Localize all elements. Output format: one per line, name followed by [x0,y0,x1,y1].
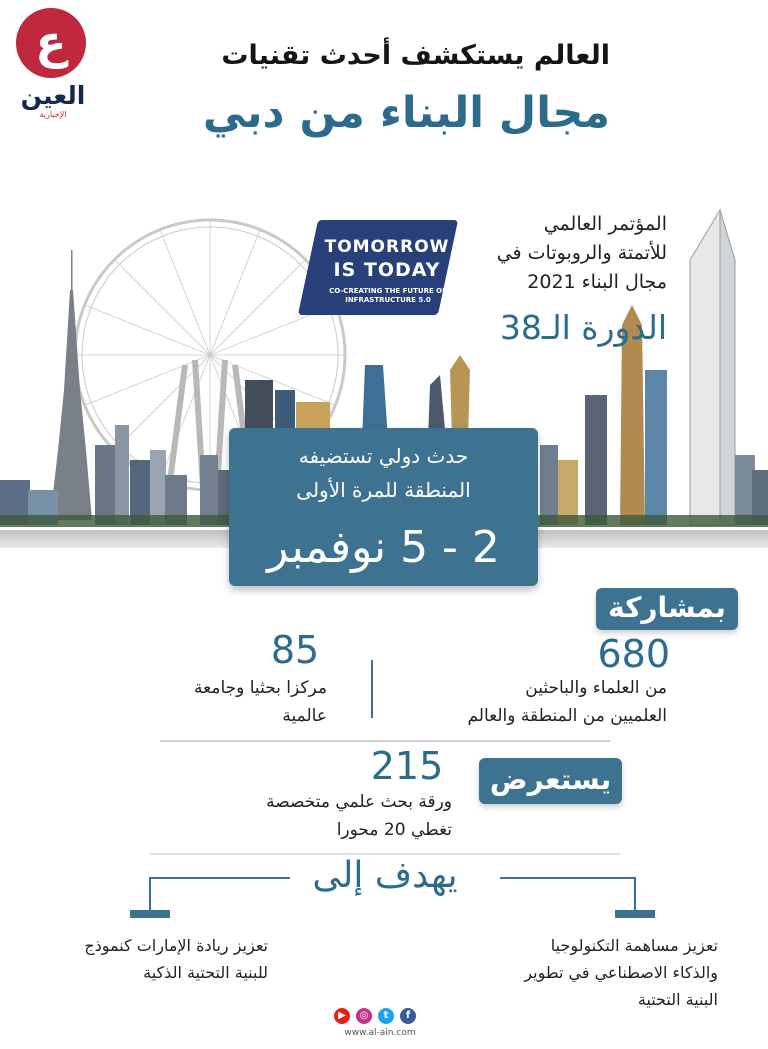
stat-papers-line1: ورقة بحث علمي متخصصة [266,792,452,812]
site-url[interactable]: www.al-ain.com [344,1028,416,1038]
facebook-icon[interactable]: f [400,1008,416,1024]
social-links [334,1008,424,1026]
goal-technology-line1: تعزيز مساهمة التكنولوجيا [550,936,718,955]
event-box [229,428,538,586]
conference-line1: المؤتمر العالمي [543,213,667,235]
brand-logo[interactable] [10,8,96,118]
goal-technology-line2: والذكاء الاصطناعي في تطوير [524,963,718,982]
logo-name: العين [20,81,86,110]
stat-papers-number: 215 [370,744,444,788]
stat-centers-number: 85 [270,628,320,672]
page-title-line2: مجال البناء من دبي [202,88,610,138]
stat-papers-line2: تغطي 20 محورا [336,820,452,840]
stat-scientists-line2: العلميين من المنطقة والعالم [467,706,667,726]
stat-papers-text [190,788,452,844]
event-line1: حدث دولي تستضيفه [298,444,469,468]
logo-subtitle: الإخبارية [39,110,67,119]
stat-scientists-line1: من العلماء والباحثين [525,678,667,698]
stats-divider [371,660,373,718]
conference-edition: الدورة الـ38 [499,308,667,347]
badge-line2: IS TODAY [333,259,441,281]
event-date: 2 - 5 نوفمبر [267,522,500,573]
logo-glyph: ع [35,15,67,69]
event-line2: المنطقة للمرة الأولى [296,478,471,502]
conference-line2: للأتمتة والروبوتات في [496,242,667,264]
stat-centers-line1: مركزا بحثيا وجامعة [194,678,327,698]
stat-scientists-number: 680 [597,632,670,676]
instagram-icon[interactable]: ◎ [356,1008,372,1024]
goal-uae-line1: تعزيز ريادة الإمارات كنموذج [84,936,268,955]
tomorrow-is-today-badge [288,205,450,325]
stat-centers-text [100,674,327,730]
page-title-line1: العالم يستكشف أحدث تقنيات [221,40,610,71]
goal-item-uae-leadership [56,932,268,986]
left-buildings [0,425,230,525]
conference-description [455,210,667,297]
showcase-label: يستعرض [479,758,622,804]
section-divider [160,740,610,742]
goal-uae-line2: للبنية التحتية الذكية [143,963,268,982]
goal-item-technology [478,932,718,1013]
twitter-icon[interactable]: t [378,1008,394,1024]
conference-line3: مجال البناء 2021 [527,271,667,293]
goals-title: يهدف إلى [312,855,458,896]
participation-label: بمشاركة [596,588,738,630]
badge-line1: TOMORROW [324,237,450,257]
goal-technology-line3: البنية التحتية [637,990,718,1009]
badge-line3: CO-CREATING THE FUTURE OF INFRASTRUCTURE 5.0 [329,287,447,304]
stat-centers-line2: عالمية [282,706,327,726]
youtube-icon[interactable]: ▶ [334,1008,350,1024]
stat-scientists-text [420,674,667,730]
goals-connector [120,870,660,920]
